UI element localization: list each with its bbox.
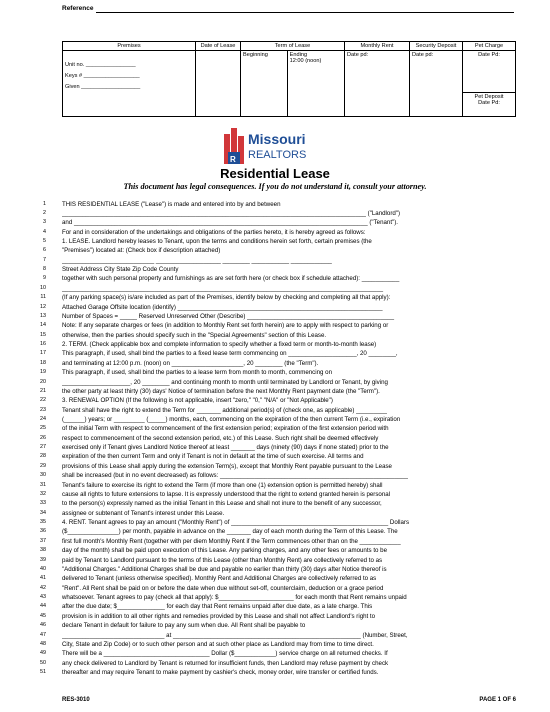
line-text[interactable]: delivered to Tenant (unless otherwise specified). Monthly Rent and Additional Charges are collectively referred to as [62, 575, 377, 583]
body-line [0, 228, 550, 237]
line-text[interactable]: ______________________________ at _______________________________________________________ (Number, Street, [62, 631, 408, 639]
line-number: 32 [40, 490, 46, 497]
line-number: 48 [40, 640, 46, 647]
line-text[interactable]: shall be increased (but in no event decreased) as follows: _______________________________________________________ [62, 472, 408, 480]
body-line [0, 331, 550, 340]
body-line [0, 387, 550, 396]
line-number: 39 [40, 556, 46, 563]
body-line [0, 490, 550, 499]
line-number: 27 [40, 444, 46, 451]
line-number: 14 [40, 322, 46, 329]
page-number: PAGE 1 OF 6 [479, 697, 516, 703]
header-pet-charge: Pet Charge [463, 42, 516, 51]
body-line [0, 481, 550, 490]
body-line [0, 462, 550, 471]
line-number: 9 [43, 275, 46, 282]
line-number: 25 [40, 425, 46, 432]
logo-line1: Missouri [248, 131, 306, 147]
line-text[interactable]: There will be a _______________________________ Dollar ($____________) service charge on all returned checks. If [62, 650, 388, 658]
body-line [0, 668, 550, 677]
line-number: 46 [40, 622, 46, 629]
line-text[interactable]: any check delivered to Landlord by Tenant is returned for insufficient funds, then Landlord may refuse payment by check [62, 659, 389, 667]
line-text[interactable]: For and in consideration of the undertakings and obligations of the parties hereto, it is hereby agreed as follows: [62, 228, 366, 236]
body-line [0, 237, 550, 246]
header-date-of-lease: Date of Lease [196, 42, 241, 51]
document-subtitle: This document has legal consequences. If you do not understand it, consult your attorney. [123, 182, 427, 191]
rent-date-paid-label: Date pd: [347, 52, 369, 58]
line-text[interactable]: Attached Garage Offsite location (identify) ____________________________________________________________ [62, 303, 383, 311]
body-line [0, 424, 550, 433]
line-text[interactable]: 2. TERM. (Check applicable box and complete information to specify whether a fixed term or month-to-month lease) [62, 341, 377, 349]
body-line [0, 584, 550, 593]
body-line [0, 415, 550, 424]
unit-no-field[interactable]: Unit no. ________________ [65, 62, 136, 68]
body-line [0, 312, 550, 321]
line-text[interactable]: assignee or subtenant of Tenant's interest under this Lease. [62, 509, 225, 517]
line-number: 13 [40, 312, 46, 319]
body-line [0, 649, 550, 658]
line-text[interactable]: after the due date; $______________ for each day that Rent remains unpaid after due date, as a late charge. This [62, 603, 373, 611]
line-text[interactable]: ____________________, 20 ________ and continuing month to month until terminated by Landlord or Tenant, by giving [62, 378, 388, 386]
pet-deposit-cell[interactable] [463, 93, 516, 117]
missouri-realtors-logo [222, 124, 332, 166]
body-line [0, 265, 550, 274]
line-number: 7 [43, 256, 46, 263]
monthly-rent-cell[interactable] [345, 51, 410, 117]
body-line [0, 368, 550, 377]
line-number: 16 [40, 341, 46, 348]
header-security-deposit: Security Deposit [410, 42, 463, 51]
body-line [0, 537, 550, 546]
document-title: Residential Lease [220, 166, 330, 181]
line-text[interactable]: whatsoever. Tenant agrees to pay (check all that apply): $______________________ for each month that Rent remains unpaid [62, 594, 407, 602]
body-line [0, 359, 550, 368]
pet-charge-cell[interactable] [463, 51, 516, 93]
line-text[interactable]: Street Address City State Zip Code County [62, 266, 179, 274]
line-text[interactable]: Tenant shall have the right to extend the Term for _______ additional period(s) of (check one, as applicable) _________ [62, 406, 387, 414]
line-text[interactable]: and ______________________________________________________________________________________ ("Tenant"). [62, 219, 398, 227]
line-text[interactable]: exercised only if Tenant gives Landlord Notice thereof at least _______ days (ninety (90) days if none stated) prior to the [62, 444, 389, 452]
body-line [0, 499, 550, 508]
line-text[interactable]: cause all rights to future extensions to lapse. It is expressly understood that the right to extend granted herein is personal [62, 490, 391, 498]
header-premises: Premises [63, 42, 196, 51]
line-text[interactable]: "Rent". All Rent shall be paid on or before the date when due without set-off, counterclaim, deduction or a grace period [62, 584, 384, 592]
line-number: 37 [40, 537, 46, 544]
body-line [0, 378, 550, 387]
body-line [0, 640, 550, 649]
body-line [0, 631, 550, 640]
line-text[interactable]: Tenant's failure to exercise its right to extend the Term (if more than one (1) extension option is permitted hereby) shall [62, 481, 383, 489]
lease-summary-table [62, 41, 516, 117]
line-text[interactable]: "Premises") located at: (Check box if description attached) [62, 247, 221, 255]
line-text[interactable]: provisions of this Lease shall apply during the extension Term(s), except that Monthly Rent payable pursuant to the Lease [62, 462, 392, 470]
pet-date-paid-label: Date Pd: [478, 52, 500, 58]
body-line [0, 556, 550, 565]
line-text[interactable]: provision is in addition to all other rights and remedies provided by this Lease and shall not affect Landlord's right to [62, 612, 376, 620]
line-text[interactable]: thereafter and may require Tenant to make payment by cashier's check, money order, wire transfer or certified funds. [62, 669, 379, 676]
line-text[interactable]: Note: If any separate charges or fees (in addition to Monthly Rent set forth herein) are to apply with respect to parking or [62, 322, 389, 330]
body-line [0, 621, 550, 630]
line-number: 50 [40, 659, 46, 666]
deposit-date-paid-label: Date pd: [412, 52, 434, 58]
logo-line2: REALTORS [248, 149, 307, 161]
line-number: 24 [40, 416, 46, 422]
line-text[interactable]: _________________________________________________________________________________________ ("Landlord") [62, 209, 401, 217]
svg-text:R: R [230, 155, 236, 164]
body-line [0, 200, 550, 209]
date-of-lease-cell[interactable] [196, 51, 241, 117]
term-beginning-cell[interactable] [241, 51, 288, 117]
body-line [0, 349, 550, 358]
body-line [0, 593, 550, 602]
body-line [0, 546, 550, 555]
body-line [0, 471, 550, 480]
line-number: 3 [43, 219, 46, 226]
line-text[interactable]: first full month's Monthly Rent (together with per diem Monthly Rent if the Term commences other than on the ____________ [62, 537, 401, 545]
line-number: 47 [40, 631, 46, 638]
line-number: 34 [40, 509, 46, 516]
line-text[interactable]: Number of Spaces = _____ Reserved Unreserved Other (Describe) ___________________________________________ [62, 312, 395, 320]
line-text[interactable]: declare Tenant in default for failure to pay any sum when due. All Rent shall be payable to [62, 622, 306, 630]
line-text[interactable]: ______________________________________________________________________________________________ [62, 284, 384, 292]
body-line [0, 452, 550, 461]
line-text[interactable]: This paragraph, if used, shall bind the parties to a fixed lease term commencing on ____________________, 20 ________, [62, 350, 398, 358]
line-number: 8 [43, 266, 46, 273]
body-line [0, 518, 550, 527]
line-number: 29 [40, 462, 46, 469]
header-term-of-lease: Term of Lease [241, 42, 345, 51]
security-deposit-cell[interactable] [410, 51, 463, 117]
given-field[interactable]: Given ___________________ [65, 84, 141, 90]
line-text[interactable]: expiration of the then current Term and only if Tenant is not in default at the time of such exercise. All terms and [62, 453, 364, 461]
keys-field[interactable]: Keys # __________________ [65, 73, 140, 79]
body-line [0, 293, 550, 302]
line-number: 15 [40, 331, 46, 338]
body-line [0, 340, 550, 349]
line-text[interactable]: ___________________________ ___________________ ________ ___________ ____________ [62, 256, 332, 264]
body-line [0, 443, 550, 452]
line-number: 6 [43, 247, 46, 254]
line-number: 10 [40, 284, 46, 291]
line-text[interactable]: 4. RENT. Tenant agrees to pay an amount ("Monthly Rent") of ______________________________________________ Dollars [62, 519, 410, 527]
body-line [0, 246, 550, 255]
line-number: 51 [40, 669, 46, 675]
reference-label: Reference [62, 5, 94, 12]
body-line [0, 303, 550, 312]
line-text[interactable]: otherwise, then the parties should specify such in the "Special Agreements" section of this Lease. [62, 331, 327, 339]
line-number: 33 [40, 500, 46, 507]
pet-deposit-label: Pet Deposit [474, 94, 504, 100]
line-text[interactable]: paid by Tenant to Landlord pursuant to the terms of this Lease (other than Monthly Rent) are collectively referred to as [62, 556, 383, 564]
line-text[interactable]: (______) years; or _________ (_____) months, each, commencing on the expiration of the then current Term (i.e., expiration [62, 416, 401, 423]
term-ending-time: 12:00 (noon) [289, 58, 322, 64]
line-text[interactable]: 1. LEASE. Landlord hereby leases to Tenant, upon the terms and conditions herein set forth, certain premises (the [62, 237, 372, 245]
reference-field[interactable] [96, 12, 514, 13]
term-ending-cell[interactable] [287, 51, 344, 117]
line-number: 36 [40, 528, 46, 535]
line-text[interactable]: to the person(s) expressly named as the initial Tenant in this Lease and shall not inure to the benefit of any successor, [62, 500, 382, 508]
line-number: 4 [43, 228, 46, 235]
body-line [0, 396, 550, 405]
line-number: 43 [40, 594, 46, 601]
pet-deposit-date-label: Date Pd: [478, 100, 500, 106]
body-line [0, 565, 550, 574]
line-number: 26 [40, 434, 46, 441]
line-number: 22 [40, 397, 46, 404]
line-number: 44 [40, 603, 46, 610]
line-number: 5 [43, 237, 46, 244]
line-number: 21 [40, 387, 46, 394]
line-number: 38 [40, 547, 46, 554]
line-text[interactable]: This paragraph, if used, shall bind the parties to a lease term from month to month, commencing on [62, 369, 332, 377]
line-number: 40 [40, 565, 46, 572]
body-line [0, 509, 550, 518]
line-number: 18 [40, 359, 46, 366]
line-number: 49 [40, 650, 46, 657]
body-line [0, 602, 550, 611]
body-line [0, 274, 550, 283]
line-number: 31 [40, 481, 46, 488]
line-text[interactable]: (If any parking space(s) is/are included as part of the Premises, identify below by checking and completing all that apply): [62, 294, 391, 302]
body-line [0, 434, 550, 443]
premises-cell[interactable] [63, 51, 196, 117]
body-line [0, 256, 550, 265]
line-number: 45 [40, 612, 46, 619]
line-number: 12 [40, 303, 46, 310]
form-number: RES-3010 [62, 697, 90, 703]
line-text[interactable]: and terminating at 12:00 p.m. (noon) on _____________________, 20 ________ (the "Term"). [62, 359, 319, 367]
body-line [0, 659, 550, 668]
line-text[interactable]: together with such personal property and furnishings as are set forth here (or check box if schedule attached): ___________ [62, 275, 400, 283]
body-line [0, 321, 550, 330]
body-line [0, 209, 550, 218]
term-beginning-label: Beginning [243, 52, 268, 58]
line-text[interactable]: respect to commencement of the second extension period, etc.) of this Lease. Such right shall be deemed effectively [62, 434, 379, 442]
body-line [0, 527, 550, 536]
line-text[interactable]: day of the month) shall be paid upon execution of this Lease. Any parking charges, and any other fees or amounts to be [62, 547, 387, 555]
line-text[interactable]: the other party at least thirty (30) days' Notice of termination before the next Monthly Rent payment date (the "Term"). [62, 387, 380, 395]
header-monthly-rent: Monthly Rent [345, 42, 410, 51]
line-text[interactable]: THIS RESIDENTIAL LEASE ("Lease") is made and entered into by and between [62, 200, 281, 208]
line-text[interactable]: City, State and Zip Code) or to such other person and at such other place as Landlord may from time to time direct. [62, 640, 374, 648]
line-text[interactable]: 3. RENEWAL OPTION (If the following is not applicable, insert "zero," "0," "N/A" or "Not Applicable") [62, 397, 333, 405]
line-text[interactable]: of the initial Term with respect to commencement of the first extension period; expiration of the first extension period with [62, 425, 389, 433]
logo-emblem-icon [224, 128, 244, 164]
line-text[interactable]: ($_______________) per month, payable in advance on the _______ day of each month during the Term of this Lease. The [62, 528, 398, 536]
body-line [0, 406, 550, 415]
term-ending-label: Ending [289, 52, 308, 58]
body-line [0, 612, 550, 621]
line-number: 19 [40, 369, 46, 376]
line-number: 30 [40, 472, 46, 479]
body-line [0, 574, 550, 583]
line-number: 28 [40, 453, 46, 460]
line-number: 11 [40, 294, 46, 301]
line-number: 17 [40, 350, 46, 357]
line-number: 42 [40, 584, 46, 591]
line-number: 23 [40, 406, 46, 413]
body-line [0, 284, 550, 293]
line-number: 20 [40, 378, 46, 385]
line-text[interactable]: "Additional Charges." Additional Charges shall be due and payable no earlier than thirty (30) days after Notice thereof is [62, 565, 387, 573]
line-number: 1 [43, 200, 46, 207]
line-number: 2 [43, 209, 46, 216]
body-line [0, 218, 550, 227]
line-number: 41 [40, 575, 46, 582]
line-number: 35 [40, 519, 46, 526]
